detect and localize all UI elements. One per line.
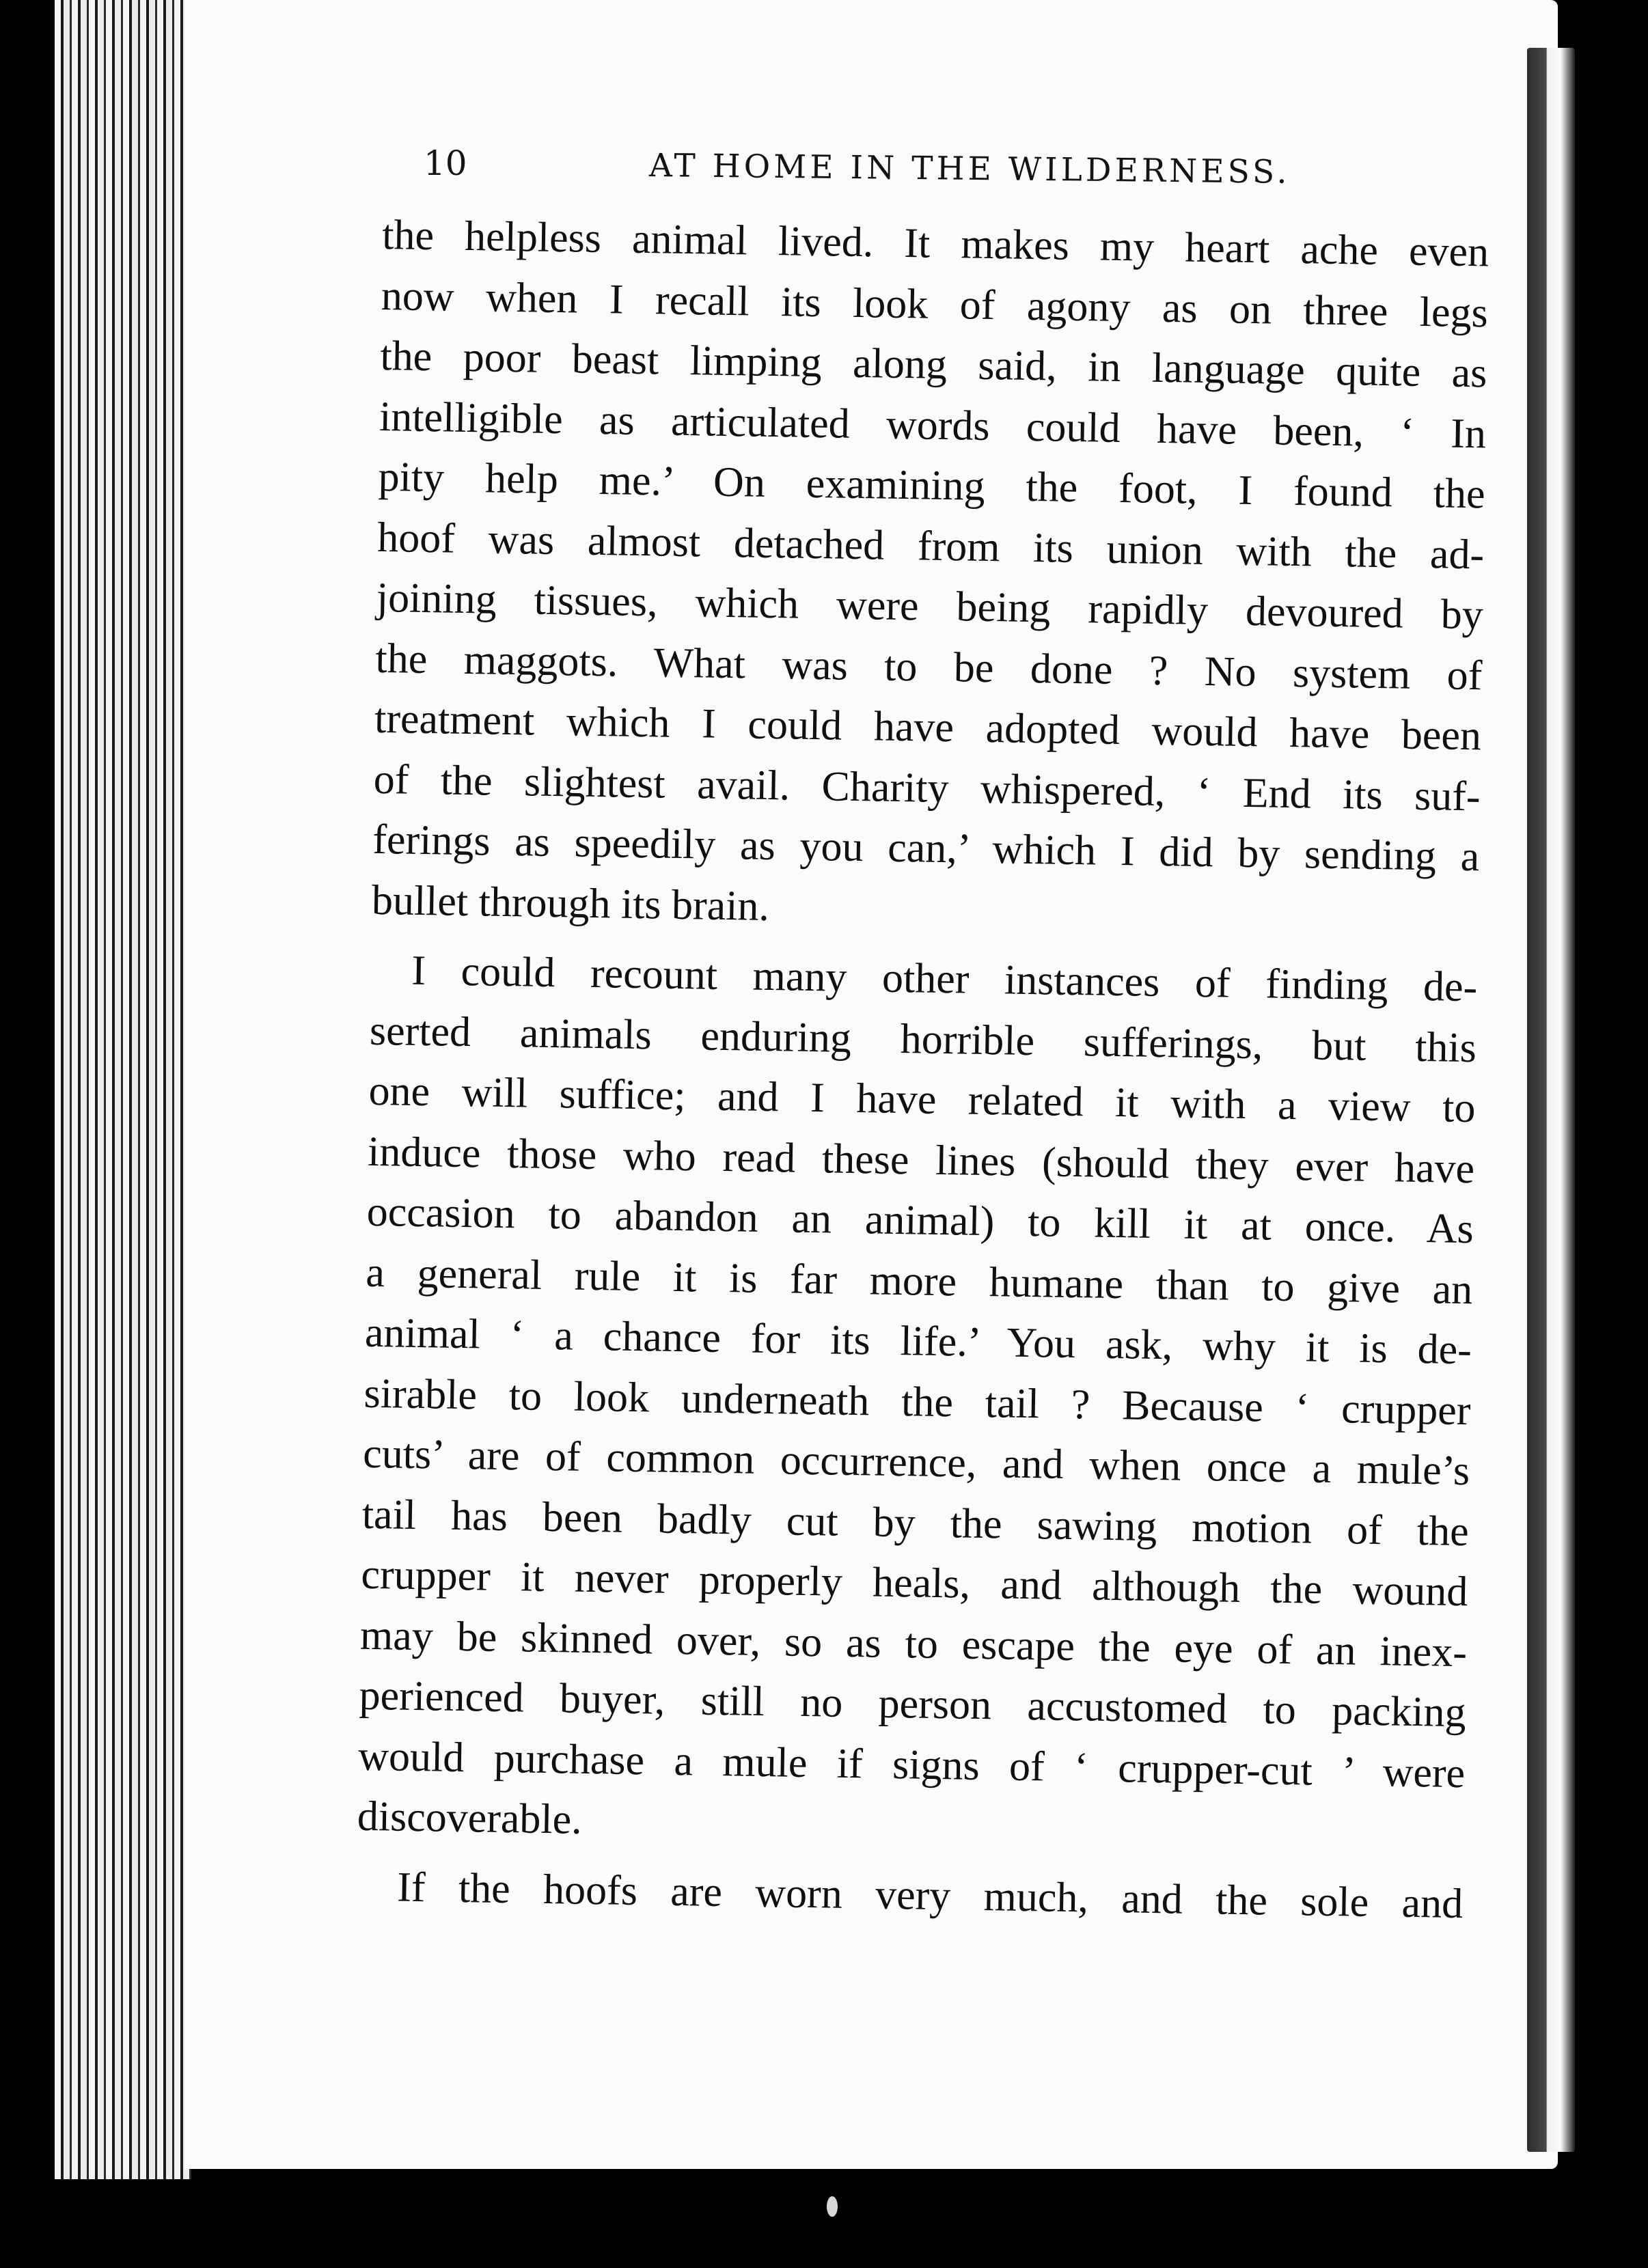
text-line: one will suffice; and I have related it with a view to (368, 1067, 1476, 1132)
text-line: bullet through its brain. (371, 876, 770, 930)
page-fore-edge (1527, 48, 1575, 2152)
text-line: hoof was almost detached from its union with the ad- (376, 514, 1485, 578)
text-line: a general rule it is far more humane than to give an (365, 1249, 1473, 1313)
text-line: serted animals enduring horrible sufferings, but this (369, 1007, 1477, 1071)
text-line: discoverable. (357, 1793, 583, 1843)
text-line: joining tissues, which were being rapidly devoured by (376, 574, 1484, 639)
text-line: of the slightest avail. Charity whispered, ‘ End its suf- (373, 756, 1481, 820)
text-line: sirable to look underneath the tail ? Because ‘ crupper (363, 1370, 1472, 1434)
text-line: animal ‘ a chance for its life.’ You ask, why it is de- (364, 1309, 1472, 1374)
text-line: crupper it never properly heals, and although the wound (360, 1551, 1468, 1616)
text-line: may be skinned over, so as to escape the eye of an inex- (359, 1612, 1468, 1676)
text-line: perienced buyer, still no person accustomed to packing (359, 1672, 1467, 1737)
text-line: induce those who read these lines (should they ever have (367, 1128, 1475, 1192)
text-line: If the hoofs are worn very much, and the sole and (396, 1864, 1464, 1927)
text-line: would purchase a mule if signs of ‘ crupper-cut ’ were (357, 1732, 1466, 1797)
text-line: cuts’ are of common occurrence, and when once a mule’s (362, 1430, 1470, 1495)
text-line: occasion to abandon an animal) to kill it at once. As (366, 1188, 1474, 1253)
paragraph-2 (357, 940, 1478, 1864)
text-line: pity help me.’ On examining the foot, I found the (378, 453, 1486, 518)
body-text (356, 205, 1489, 1934)
text-line: tail has been badly cut by the sawing motion of the (361, 1491, 1470, 1555)
text-line: intelligible as articulated words could have been, ‘ In (379, 393, 1487, 457)
text-line: now when I recall its look of agony as on three legs (381, 272, 1489, 336)
text-line: ferings as speedily as you can,’ which I did by sending a (372, 816, 1480, 881)
print-smudge (827, 2196, 838, 2217)
page-number: 10 (424, 143, 467, 183)
text-line: I could recount many other instances of finding de- (411, 947, 1478, 1011)
text-line: the poor beast limping along said, in language quite as (379, 332, 1487, 397)
text-line: the maggots. What was to be done ? No system of (375, 635, 1483, 699)
text-line: treatment which I could have adopted would have been (374, 695, 1482, 760)
paragraph-1 (371, 205, 1489, 948)
running-title: AT HOME IN THE WILDERNESS. (648, 147, 1291, 191)
text-line: the helpless animal lived. It makes my heart ache even (381, 211, 1489, 276)
book-gutter (55, 0, 191, 2179)
